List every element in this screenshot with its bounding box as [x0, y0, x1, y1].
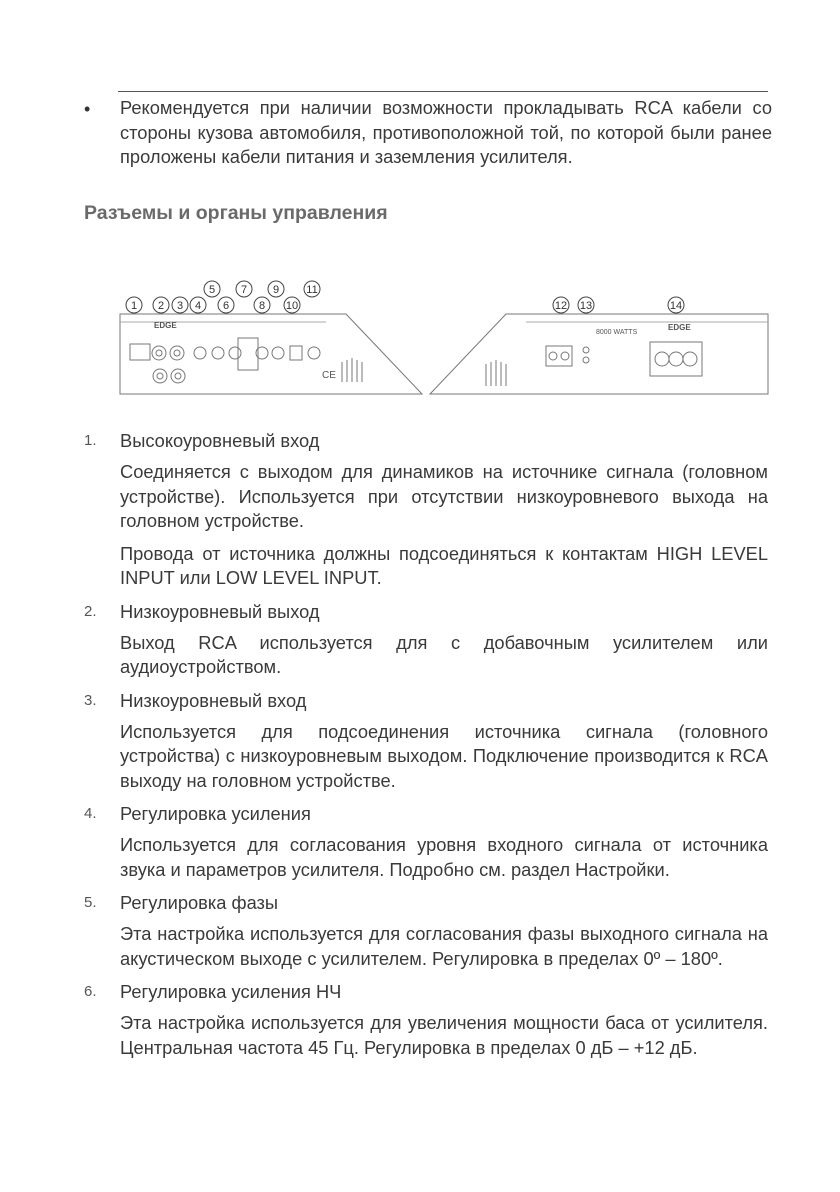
right-brand-logo: EDGE — [668, 323, 691, 332]
list-item — [84, 803, 774, 882]
item-paragraph: Выход RCA используется для с добавочным усилителем или аудиоустройством. — [120, 631, 768, 677]
callout-label-5: 5 — [208, 284, 216, 296]
callout-label-9: 9 — [272, 284, 280, 296]
gain-knob — [194, 347, 206, 359]
item-paragraph: Эта настройка используется для согласования фазы выходного сигнала на акустическом выходе с усилителем. Регулировка в пределах 0º – 180º. — [120, 923, 768, 969]
callout-label-8: 8 — [258, 300, 266, 312]
item-number: 1. — [84, 432, 97, 449]
controls-list — [84, 430, 774, 1070]
callout-label-13: 13 — [579, 300, 593, 312]
item-number: 2. — [84, 602, 97, 620]
callout-label-4: 4 — [194, 300, 202, 312]
header-rule — [118, 91, 768, 92]
callout-label-7: 7 — [240, 284, 248, 296]
callout-group — [126, 281, 684, 313]
rca-output-jack-2 — [170, 346, 184, 360]
callout-label-11: 11 — [306, 284, 318, 296]
callout-label-12: 12 — [554, 300, 568, 312]
callout-label-14: 14 — [669, 300, 683, 312]
list-item — [84, 430, 774, 591]
remote-bass-port — [546, 346, 572, 366]
item-number: 6. — [84, 983, 97, 1000]
list-item — [84, 690, 774, 794]
item-paragraph: Провода от источника должны подсоединяться к контактам HIGH LEVEL INPUT или LOW LEVEL INPUT. — [120, 542, 768, 588]
rca-output-jack — [152, 346, 166, 360]
item-paragraph: Соединяется с выходом для динамиков на источнике сигнала (головном устройстве). Используется при отсутствии низкоуровневого выхода на головном устройстве. — [120, 461, 768, 531]
callout-label-1: 1 — [130, 300, 138, 312]
high-level-input-connector — [130, 344, 150, 360]
callout-label-3: 3 — [176, 300, 184, 312]
phase-knob — [212, 347, 224, 359]
bass-boost-knob — [229, 347, 241, 359]
callout-label-10: 10 — [285, 300, 299, 312]
item-paragraph: Эта настройка используется для увеличения мощности баса от усилителя. Центральная частота 45 Гц. Регулировка в пределах 0 дБ – +12 дБ. — [120, 1012, 768, 1058]
mode-switch — [290, 346, 302, 360]
right-panel-outline — [430, 314, 768, 394]
callout-label-2: 2 — [157, 300, 165, 312]
ce-mark: CE — [322, 370, 336, 381]
item-number: 3. — [84, 691, 97, 709]
right-panel — [430, 314, 768, 394]
protection-led — [308, 347, 320, 359]
callout-label-6: 6 — [222, 300, 230, 312]
rca-input-jack — [153, 369, 167, 383]
list-item — [84, 601, 774, 680]
item-number: 4. — [84, 805, 97, 822]
amplifier-panels-diagram — [114, 278, 774, 402]
subsonic-knob — [272, 347, 284, 359]
item-paragraph: Используется для согласования уровня входного сигнала от источника звука и параметров усилителя. Подробно см. раздел Настройки. — [120, 834, 768, 880]
left-brand-logo: EDGE — [154, 321, 177, 330]
item-title: Низкоуровневый вход — [120, 689, 307, 711]
rca-input-jack-2 — [171, 369, 185, 383]
item-title: Регулировка фазы — [120, 892, 279, 913]
item-title: Регулировка усиления — [120, 803, 311, 824]
power-terminal-block — [650, 342, 702, 376]
item-title: Низкоуровневый выход — [120, 600, 320, 622]
item-title: Регулировка усиления НЧ — [120, 981, 342, 1002]
power-led — [583, 347, 589, 353]
item-number: 5. — [84, 894, 97, 911]
bullet-text: Рекомендуется при наличии возможности прокладывать RCA кабели со стороны кузова автомобиля, противоположной той, по которой были ранее проложены кабели питания и заземления усилителя. — [120, 97, 772, 167]
list-item — [84, 981, 774, 1060]
section-heading: Разъемы и органы управления — [84, 202, 388, 224]
watts-label: 8000 WATTS — [596, 329, 638, 336]
bullet-dot-icon: • — [84, 99, 91, 119]
item-title: Высокоуровневый вход — [120, 430, 320, 451]
list-item — [84, 892, 774, 971]
protect-led — [583, 357, 589, 363]
item-paragraph: Используется для подсоединения источника сигнала (головного устройства) с низкоуровневым выходом. Подключение производится к RCA выходу на головном устройстве. — [120, 720, 768, 791]
